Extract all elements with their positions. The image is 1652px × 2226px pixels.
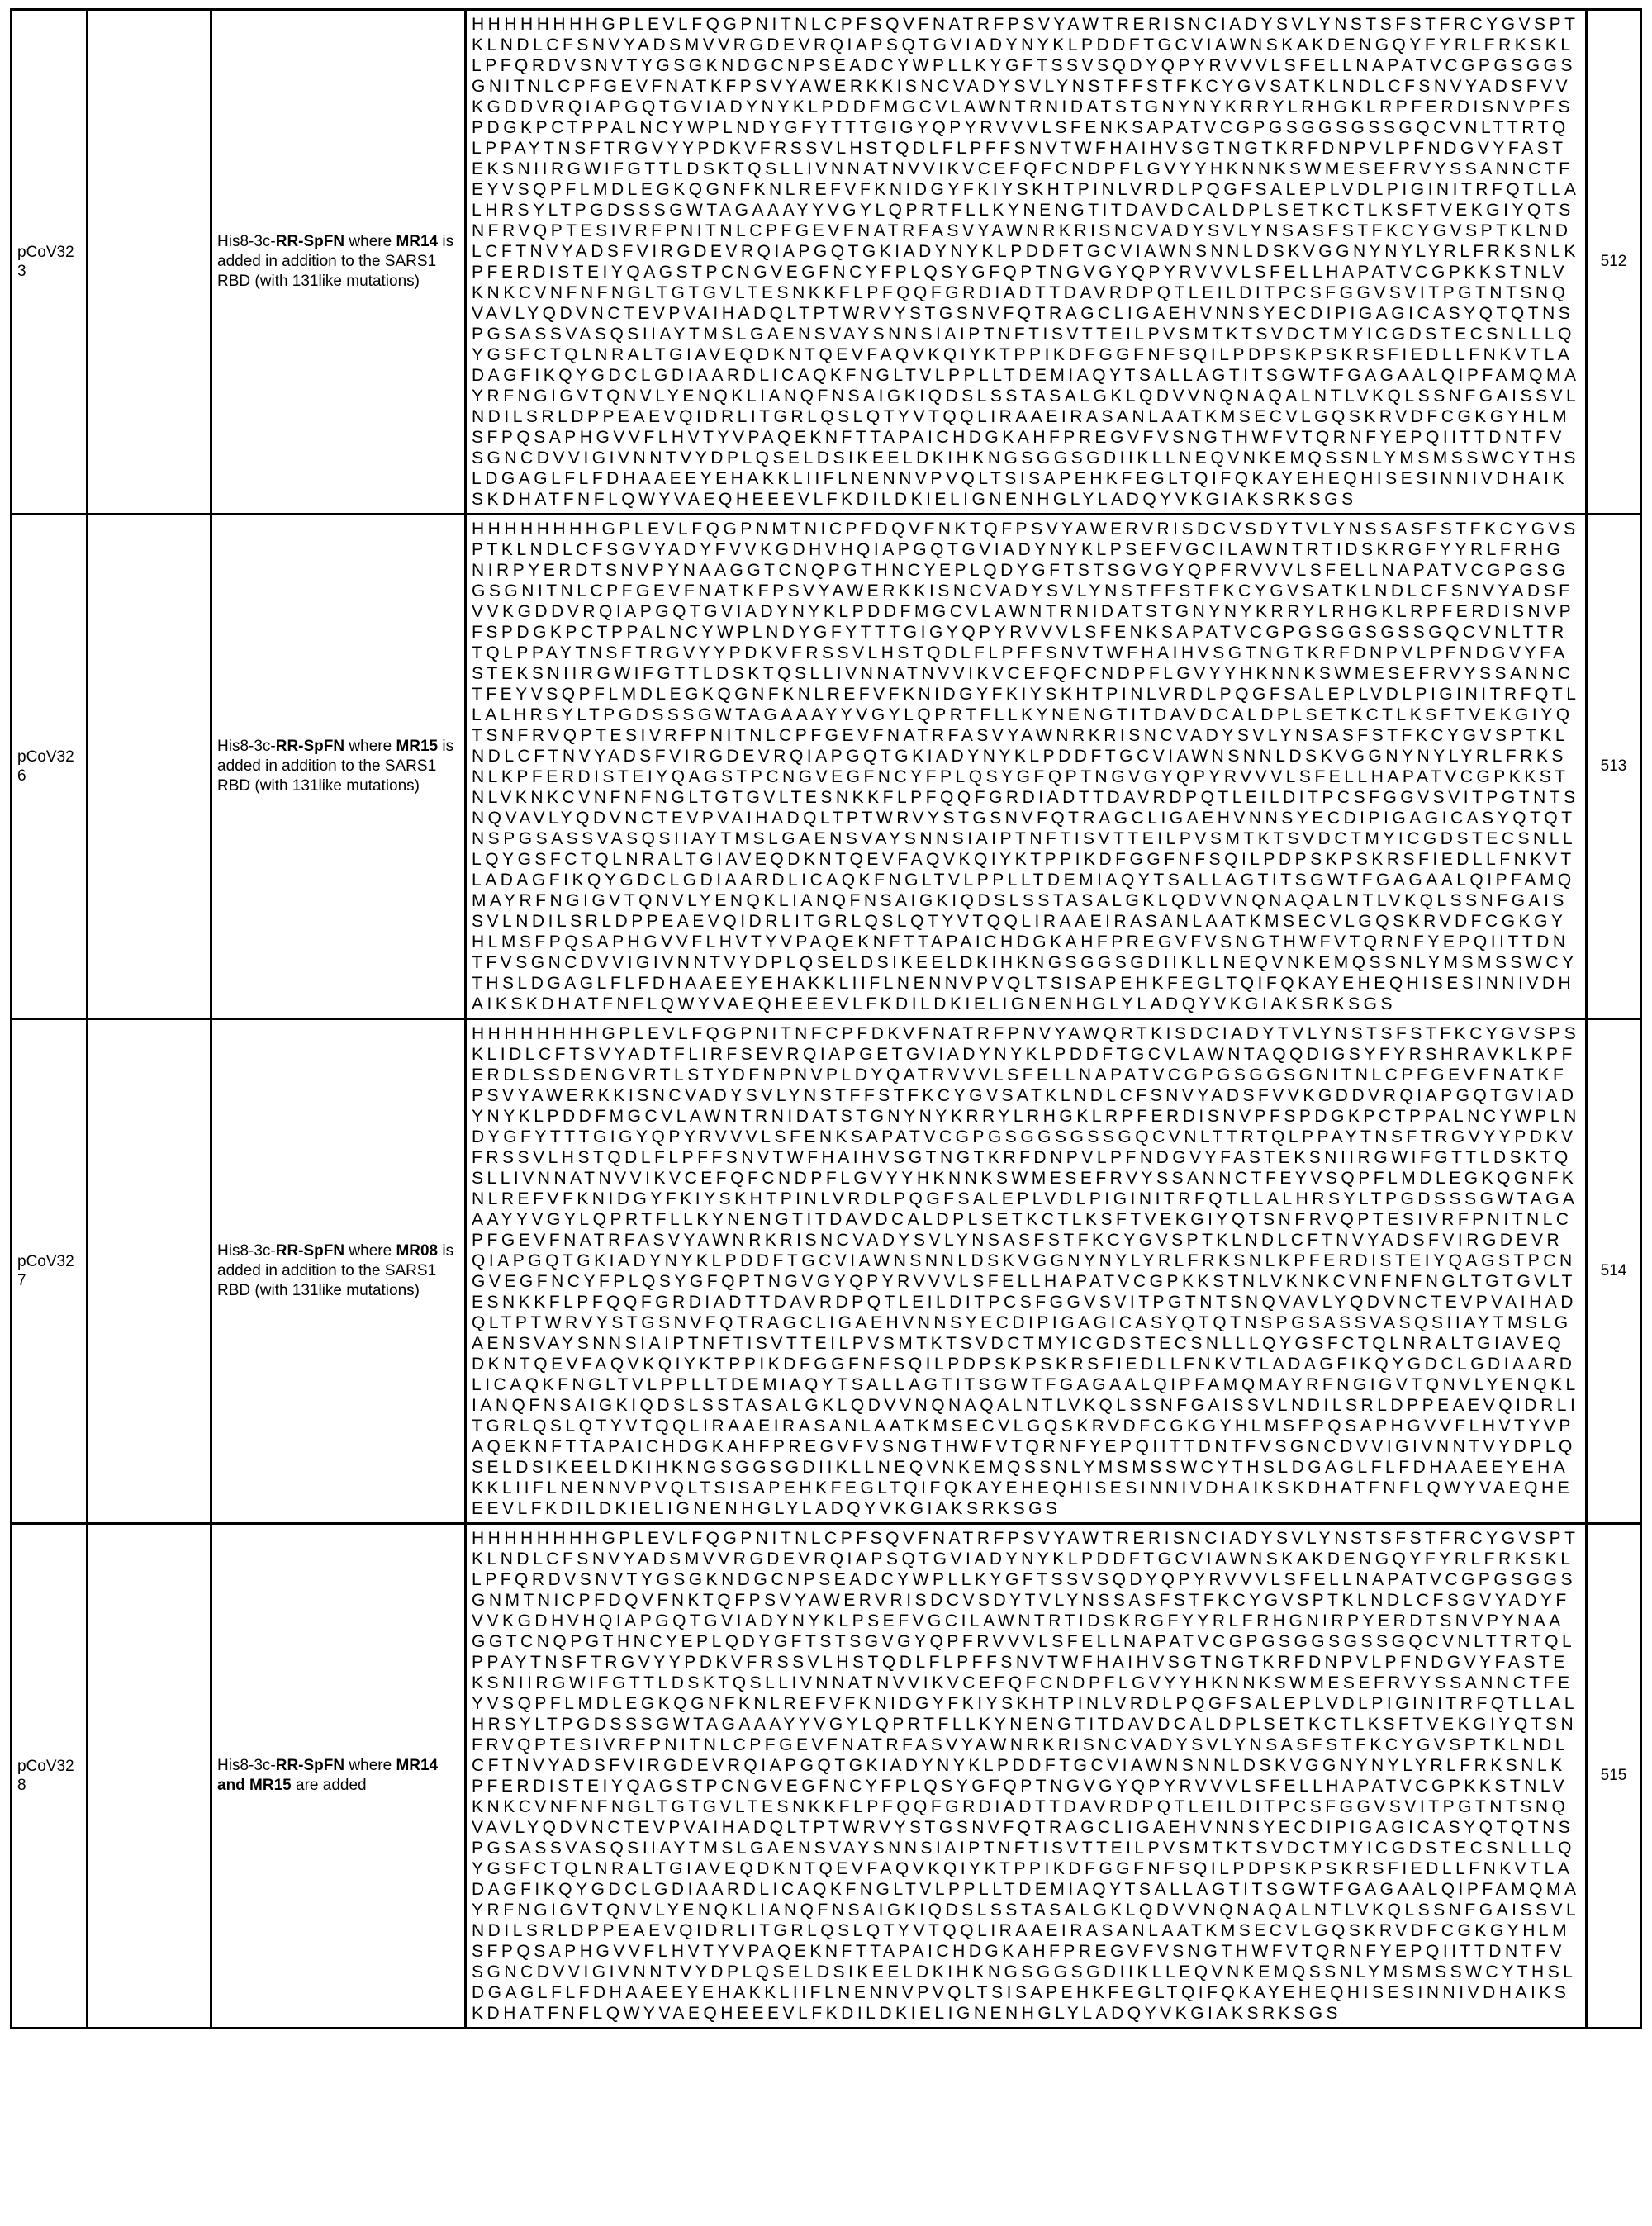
empty-cell xyxy=(88,10,211,515)
plasmid-id: pCoV327 xyxy=(17,1253,74,1289)
plasmid-id-cell xyxy=(12,1019,88,1524)
sequence-cell xyxy=(466,10,1587,515)
plasmid-id: pCoV323 xyxy=(17,244,74,280)
plasmid-id-cell xyxy=(12,515,88,1019)
description: His8-3c-RR-SpFN where MR08 is added in addition to the SARS1 RBD (with 131like mutations) xyxy=(217,1242,454,1299)
description: His8-3c-RR-SpFN where MR15 is added in addition to the SARS1 RBD (with 131like mutations) xyxy=(217,738,454,795)
sequence-text: HHHHHHHHGPLEVLFQGPNITNLCPFSQVFNATRFPSVYAWTRERISNCIADYSVLYNSTSFSTFRCYGVSPTKLNDLCFSNVYADSMVVRGDEVRQIAPSQTGVIADYNYKLPDDFTGCVIAWNSKAKDENGQYFYRLFRKSKLLPFQRDVSNVTYGSGKNDGCNPSEADCYWPLLKYGFTSSVSQDYQPYRVVVLSFELLNAPATVCGPGSGGSGNITNLCPFGEVFNATKFPSVYAWERKKISNCVADYSVLYNSTFFSTFKCYGVSATKLNDLCFSNVYADSFVVKGDDVRQIAPGQTGVIADYNYKLPDDFMGCVLAWNTRNIDATSTGNYNYKRRYLRHGKLRPFERDISNVPFSPDGKPCTPPALNCYWPLNDYGFYTTTGIGYQPYRVVVLSFENKSAPATVCGPGSGGSGSSGQCVNLTTRTQLPPAYTNSFTRGVYYPDKVFRSSVLHSTQDLFLPFFSNVTWFHAIHVSGTNGTKRFDNPVLPFNDGVYFASTEKSNIIRGWIFGTTLDSKTQSLLIVNNATNVVIKVCEFQFCNDPFLGVYYHKNNKSWMESEFRVYSSANNCTFEYVSQPFLMDLEGKQGNFKNLREFVFKNIDGYFKIYSKHTPINLVRDLPQGFSALEPLVDLPIGINITRFQTLLALHRSYLTPGDSSSGWTAGAAAYYVGYLQPRTFLLKYNENGTITDAVDCALDPLSETKCTLKSFTVEKGIYQTSNFRVQPTESIVRFPNITNLCPFGEVFNATRFASVYAWNRKRISNCVADYSVLYNSASFSTFKCYGVSPTKLNDLCFTNVYADSFVIRGDEVRQIAPGQTGKIADYNYKLPDDFTGCVIAWNSNNLDSKVGGNYNYLYRLFRKSNLKPFERDISTEIYQAGSTPCNGVEGFNCYFPLQSYGFQPTNGVGYQPYRVVVLSFELLHAPATVCGPKKSTNLVKNKCVNFNFNGLTGTGVLTESNKKFLPFQQFGRDIADTTDAVRDPQTLEILDITPCSFGGVSVITPGTNTSNQVAVLYQDVNCTEVPVAIHADQLTPTWRVYSTGSNVFQTRAGCLIGAEHVNNSYECDIPIGAGICASYQTQTNSPGSASSVASQSIIAYTMSLGAENSVAYSNNSIAIPTNFTISVTTEILPVSMTKTSVDCTMYICGDSTECSNLLLQYGSFCTQLNRALTGIAVEQDKNTQEVFAQVKQIYKTPPIKDFGGFNFSQILPDPSKPSKRSFIEDLLFNKVTLADAGFIKQYGDCLGDIAARDLICAQKFNGLTVLPPLLTDEMIAQYTSALLAGTITSGWTFGAGAALQIPFAMQMAYRFNGIGVTQNVLYENQKLIANQFNSAIGKIQDSLSSTASALGKLQDVVNQNAQALNTLVKQLSSNFGAISSVLNDILSRLDPPEAEVQIDRLITGRLQSLQTYVTQQLIRAAEIRASANLAATKMSECVLGQSKRVDFCGKGYHLMSFPQSAPHGVVFLHVTYVPAQEKNFTTAPAICHDGKAHFPREGVFVSNGTHWFVTQRNFYEPQIITTDNTFVSGNCDVVIGIVNNTVYDPLQSELDSIKEELDKIHKNGSGGSGDIIKLLNEQVNKEMQSSNLYMSMSSWCYTHSLDGAGLFLFDHAAEEYEHAKKLIIFLNENNVPVQLTSISAPEHKFEGLTQIFQKAYEHEQHISESINNIVDHAIKSKDHATFNFLQWYVAEQHEEEVLFKDILDKIELIGNENHGLYLADQYVKGIAKSRKSGS xyxy=(472,15,1580,509)
table-row xyxy=(12,10,1641,515)
seq-id: 512 xyxy=(1600,253,1627,270)
description-cell xyxy=(211,515,466,1019)
description-cell xyxy=(211,10,466,515)
seq-id: 515 xyxy=(1600,1767,1627,1784)
empty-cell xyxy=(88,1019,211,1524)
plasmid-id: pCoV326 xyxy=(17,748,74,785)
description: His8-3c-RR-SpFN where MR14 and MR15 are added xyxy=(217,1757,439,1794)
empty-cell xyxy=(88,1524,211,2029)
description-cell xyxy=(211,1524,466,2029)
plasmid-sequence-table xyxy=(10,8,1642,2029)
sequence-cell xyxy=(466,515,1587,1019)
sequence-text: HHHHHHHHGPLEVLFQGPNITNLCPFSQVFNATRFPSVYAWTRERISNCIADYSVLYNSTSFSTFRCYGVSPTKLNDLCFSNVYADSMVVRGDEVRQIAPSQTGVIADYNYKLPDDFTGCVIAWNSKAKDENGQYFYRLFRKSKLLPFQRDVSNVTYGSGKNDGCNPSEADCYWPLLKYGFTSSVSQDYQPYRVVVLSFELLNAPATVCGPGSGGSGNMTNICPFDQVFNKTQFPSVYAWERVRISDCVSDYTVLYNSSASFSTFKCYGVSPTKLNDLCFSGVYADYFVVKGDHVHQIAPGQTGVIADYNYKLPSEFVGCILAWNTRTIDSKRGFYYRLFRHGNIRPYERDTSNVPYNAAGGTCNQPGTHNCYEPLQDYGFTSTSGVGYQPFRVVVLSFELLNAPATVCGPGSGGSGSSGQCVNLTTRTQLPPAYTNSFTRGVYYPDKVFRSSVLHSTQDLFLPFFSNVTWFHAIHVSGTNGTKRFDNPVLPFNDGVYFASTEKSNIIRGWIFGTTLDSKTQSLLIVNNATNVVIKVCEFQFCNDPFLGVYYHKNNKSWMESEFRVYSSANNCTFEYVSQPFLMDLEGKQGNFKNLREFVFKNIDGYFKIYSKHTPINLVRDLPQGFSALEPLVDLPIGINITRFQTLLALHRSYLTPGDSSSGWTAGAAAYYVGYLQPRTFLLKYNENGTITDAVDCALDPLSETKCTLKSFTVEKGIYQTSNFRVQPTESIVRFPNITNLCPFGEVFNATRFASVYAWNRKRISNCVADYSVLYNSASFSTFKCYGVSPTKLNDLCFTNVYADSFVIRGDEVRQIAPGQTGKIADYNYKLPDDFTGCVIAWNSNNLDSKVGGNYNYLYRLFRKSNLKPFERDISTEIYQAGSTPCNGVEGFNCYFPLQSYGFQPTNGVGYQPYRVVVLSFELLHAPATVCGPKKSTNLVKNKCVNFNFNGLTGTGVLTESNKKFLPFQQFGRDIADTTDAVRDPQTLEILDITPCSFGGVSVITPGTNTSNQVAVLYQDVNCTEVPVAIHADQLTPTWRVYSTGSNVFQTRAGCLIGAEHVNNSYECDIPIGAGICASYQTQTNSPGSASSVASQSIIAYTMSLGAENSVAYSNNSIAIPTNFTISVTTEILPVSMTKTSVDCTMYICGDSTECSNLLLQYGSFCTQLNRALTGIAVEQDKNTQEVFAQVKQIYKTPPIKDFGGFNFSQILPDPSKPSKRSFIEDLLFNKVTLADAGFIKQYGDCLGDIAARDLICAQKFNGLTVLPPLLTDEMIAQYTSALLAGTITSGWTFGAGAALQIPFAMQMAYRFNGIGVTQNVLYENQKLIANQFNSAIGKIQDSLSSTASALGKLQDVVNQNAQALNTLVKQLSSNFGAISSVLNDILSRLDPPEAEVQIDRLITGRLQSLQTYVTQQLIRAAEIRASANLAATKMSECVLGQSKRVDFCGKGYHLMSFPQSAPHGVVFLHVTYVPAQEKNFTTAPAICHDGKAHFPREGVFVSNGTHWFVTQRNFYEPQIITTDNTFVSGNCDVVIGIVNNTVYDPLQSELDSIKEELDKIHKNGSGGSGDIIKLLEQVNKEMQSSNLYMSMSSWCYTHSLDGAGLFLFDHAAEEYEHAKKLIIFLNENNVPVQLTSISAPEHKFEGLTQIFQKAYEHEQHISESINNIVDHAIKSKDHATFNFLQWYVAEQHEEEVLFKDILDKIELIGNENHGLYLADQYVKGIAKSRKSGS xyxy=(472,1529,1580,2023)
empty-cell xyxy=(88,515,211,1019)
sequence-text: HHHHHHHHGPLEVLFQGPNMTNICPFDQVFNKTQFPSVYAWERVRISDCVSDYTVLYNSSASFSTFKCYGVSPTKLNDLCFSGVYADYFVVKGDHVHQIAPGQTGVIADYNYKLPSEFVGCILAWNTRTIDSKRGFYYRLFRHGNIRPYERDTSNVPYNAAGGTCNQPGTHNCYEPLQDYGFTSTSGVGYQPFRVVVLSFELLNAPATVCGPGSGGSGNITNLCPFGEVFNATKFPSVYAWERKKISNCVADYSVLYNSTFFSTFKCYGVSATKLNDLCFSNVYADSFVVKGDDVRQIAPGQTGVIADYNYKLPDDFMGCVLAWNTRNIDATSTGNYNYKRRYLRHGKLRPFERDISNVPFSPDGKPCTPPALNCYWPLNDYGFYTTTGIGYQPYRVVVLSFENKSAPATVCGPGSGGSGSSGQCVNLTTRTQLPPAYTNSFTRGVYYPDKVFRSSVLHSTQDLFLPFFSNVTWFHAIHVSGTNGTKRFDNPVLPFNDGVYFASTEKSNIIRGWIFGTTLDSKTQSLLIVNNATNVVIKVCEFQFCNDPFLGVYYHKNNKSWMESEFRVYSSANNCTFEYVSQPFLMDLEGKQGNFKNLREFVFKNIDGYFKIYSKHTPINLVRDLPQGFSALEPLVDLPIGINITRFQTLLALHRSYLTPGDSSSGWTAGAAAYYVGYLQPRTFLLKYNENGTITDAVDCALDPLSETKCTLKSFTVEKGIYQTSNFRVQPTESIVRFPNITNLCPFGEVFNATRFASVYAWNRKRISNCVADYSVLYNSASFSTFKCYGVSPTKLNDLCFTNVYADSFVIRGDEVRQIAPGQTGKIADYNYKLPDDFTGCVIAWNSNNLDSKVGGNYNYLYRLFRKSNLKPFERDISTEIYQAGSTPCNGVEGFNCYFPLQSYGFQPTNGVGYQPYRVVVLSFELLHAPATVCGPKKSTNLVKNKCVNFNFNGLTGTGVLTESNKKFLPFQQFGRDIADTTDAVRDPQTLEILDITPCSFGGVSVITPGTNTSNQVAVLYQDVNCTEVPVAIHADQLTPTWRVYSTGSNVFQTRAGCLIGAEHVNNSYECDIPIGAGICASYQTQTNSPGSASSVASQSIIAYTMSLGAENSVAYSNNSIAIPTNFTISVTTEILPVSMTKTSVDCTMYICGDSTECSNLLLQYGSFCTQLNRALTGIAVEQDKNTQEVFAQVKQIYKTPPIKDFGGFNFSQILPDPSKPSKRSFIEDLLFNKVTLADAGFIKQYGDCLGDIAARDLICAQKFNGLTVLPPLLTDEMIAQYTSALLAGTITSGWTFGAGAALQIPFAMQMAYRFNGIGVTQNVLYENQKLIANQFNSAIGKIQDSLSSTASALGKLQDVVNQNAQALNTLVKQLSSNFGAISSVLNDILSRLDPPEAEVQIDRLITGRLQSLQTYVTQQLIRAAEIRASANLAATKMSECVLGQSKRVDFCGKGYHLMSFPQSAPHGVVFLHVTYVPAQEKNFTTAPAICHDGKAHFPREGVFVSNGTHWFVTQRNFYEPQIITTDNTFVSGNCDVVIGIVNNTVYDPLQSELDSIKEELDKIHKNGSGGSGDIIKLLNEQVNKEMQSSNLYMSMSSWCYTHSLDGAGLFLFDHAAEEYEHAKKLIIFLNENNVPVQLTSISAPEHKFEGLTQIFQKAYEHEQHISESINNIVDHAIKSKDHATFNFLQWYVAEQHEEEVLFKDILDKIELIGNENHGLYLADQYVKGIAKSRKSGS xyxy=(472,520,1580,1013)
description-cell xyxy=(211,1019,466,1524)
seq-id: 513 xyxy=(1600,757,1627,775)
table-row xyxy=(12,1524,1641,2029)
seq-id: 514 xyxy=(1600,1262,1627,1279)
sequence-cell xyxy=(466,1019,1587,1524)
table-row xyxy=(12,1019,1641,1524)
plasmid-id-cell xyxy=(12,1524,88,2029)
description: His8-3c-RR-SpFN where MR14 is added in addition to the SARS1 RBD (with 131like mutations) xyxy=(217,233,454,290)
seq-id-cell xyxy=(1587,515,1641,1019)
table-row xyxy=(12,515,1641,1019)
seq-id-cell xyxy=(1587,1524,1641,2029)
seq-id-cell xyxy=(1587,10,1641,515)
sequence-text: HHHHHHHHGPLEVLFQGPNITNFCPFDKVFNATRFPNVYAWQRTKISDCIADYTVLYNSTSFSTFKCYGVSPSKLIDLCFTSVYADTFLIRFSEVRQIAPGETGVIADYNYKLPDDFTGCVLAWNTAQQDIGSYFYRSHRAVKLKPFERDLSSDENGVRTLSTYDFNPNVPLDYQATRVVVLSFELLNAPATVCGPGSGGSGNITNLCPFGEVFNATKFPSVYAWERKKISNCVADYSVLYNSTFFSTFKCYGVSATKLNDLCFSNVYADSFVVKGDDVRQIAPGQTGVIADYNYKLPDDFMGCVLAWNTRNIDATSTGNYNYKRRYLRHGKLRPFERDISNVPFSPDGKPCTPPALNCYWPLNDYGFYTTTGIGYQPYRVVVLSFENKSAPATVCGPGSGGSGSSGQCVNLTTRTQLPPAYTNSFTRGVYYPDKVFRSSVLHSTQDLFLPFFSNVTWFHAIHVSGTNGTKRFDNPVLPFNDGVYFASTEKSNIIRGWIFGTTLDSKTQSLLIVNNATNVVIKVCEFQFCNDPFLGVYYHKNNKSWMESEFRVYSSANNCTFEYVSQPFLMDLEGKQGNFKNLREFVFKNIDGYFKIYSKHTPINLVRDLPQGFSALEPLVDLPIGINITRFQTLLALHRSYLTPGDSSSGWTAGAAAYYVGYLQPRTFLLKYNENGTITDAVDCALDPLSETKCTLKSFTVEKGIYQTSNFRVQPTESIVRFPNITNLCPFGEVFNATRFASVYAWNRKRISNCVADYSVLYNSASFSTFKCYGVSPTKLNDLCFTNVYADSFVIRGDEVRQIAPGQTGKIADYNYKLPDDFTGCVIAWNSNNLDSKVGGNYNYLYRLFRKSNLKPFERDISTEIYQAGSTPCNGVEGFNCYFPLQSYGFQPTNGVGYQPYRVVVLSFELLHAPATVCGPKKSTNLVKNKCVNFNFNGLTGTGVLTESNKKFLPFQQFGRDIADTTDAVRDPQTLEILDITPCSFGGVSVITPGTNTSNQVAVLYQDVNCTEVPVAIHADQLTPTWRVYSTGSNVFQTRAGCLIGAEHVNNSYECDIPIGAGICASYQTQTNSPGSASSVASQSIIAYTMSLGAENSVAYSNNSIAIPTNFTISVTTEILPVSMTKTSVDCTMYICGDSTECSNLLLQYGSFCTQLNRALTGIAVEQDKNTQEVFAQVKQIYKTPPIKDFGGFNFSQILPDPSKPSKRSFIEDLLFNKVTLADAGFIKQYGDCLGDIAARDLICAQKFNGLTVLPPLLTDEMIAQYTSALLAGTITSGWTFGAGAALQIPFAMQMAYRFNGIGVTQNVLYENQKLIANQFNSAIGKIQDSLSSTASALGKLQDVVNQNAQALNTLVKQLSSNFGAISSVLNDILSRLDPPEAEVQIDRLITGRLQSLQTYVTQQLIRAAEIRASANLAATKMSECVLGQSKRVDFCGKGYHLMSFPQSAPHGVVFLHVTYVPAQEKNFTTAPAICHDGKAHFPREGVFVSNGTHWFVTQRNFYEPQIITTDNTFVSGNCDVVIGIVNNTVYDPLQSELDSIKEELDKIHKNGSGGSGDIIKLLNEQVNKEMQSSNLYMSMSSWCYTHSLDGAGLFLFDHAAEEYEHAKKLIIFLNENNVPVQLTSISAPEHKFEGLTQIFQKAYEHEQHISESINNIVDHAIKSKDHATFNFLQWYVAEQHEEEVLFKDILDKIELIGNENHGLYLADQYVKGIAKSRKSGS xyxy=(472,1024,1580,1518)
seq-id-cell xyxy=(1587,1019,1641,1524)
plasmid-id: pCoV328 xyxy=(17,1758,74,1794)
table-body xyxy=(12,10,1641,2029)
plasmid-id-cell xyxy=(12,10,88,515)
sequence-cell xyxy=(466,1524,1587,2029)
